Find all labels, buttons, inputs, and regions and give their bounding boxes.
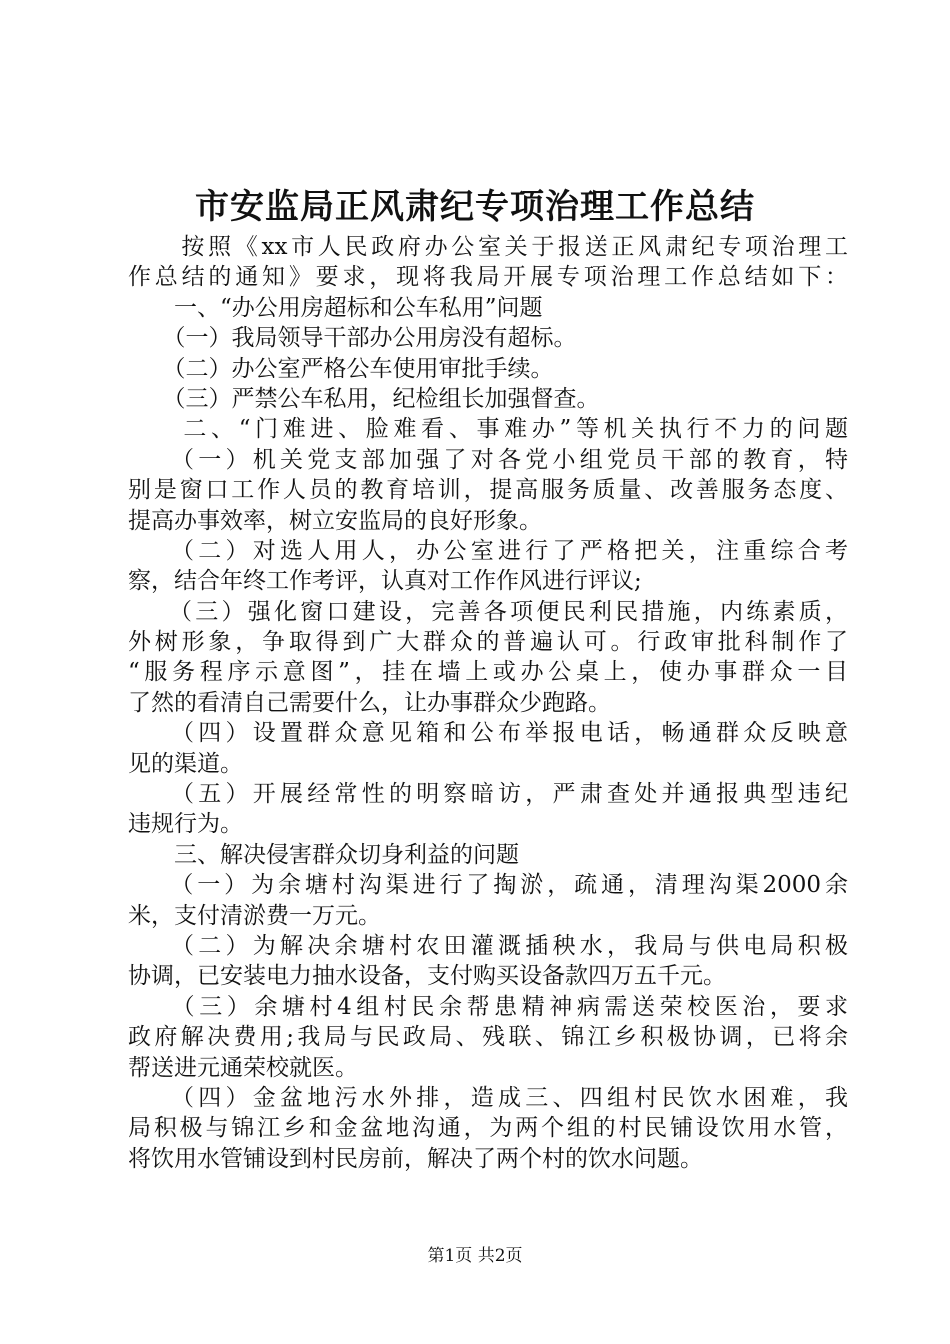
text-line: 米，支付清淤费一万元。 (128, 902, 381, 929)
text-line: （三）强化窗口建设，完善各项便民利民措施，内练素质， (128, 598, 848, 625)
text-line: 提高办事效率，树立安监局的良好形象。 (128, 507, 542, 534)
text-line: （一）机关党支部加强了对各党小组党员干部的教育，特 (128, 446, 848, 473)
text-line: （一）为余塘村沟渠进行了掏淤，疏通，清理沟渠2000余 (128, 872, 848, 899)
text-line: 按照《xx市人民政府办公室关于报送正风肃纪专项治理工 (128, 234, 848, 260)
text-line: “服务程序示意图”，挂在墙上或办公桌上，使办事群众一目 (128, 659, 848, 686)
text-line: （二）为解决余塘村农田灌溉插秧水，我局与供电局积极 (128, 932, 848, 959)
section-heading: 一、“办公用房超标和公车私用”问题 (128, 294, 543, 321)
document-title: 市安监局正风肃纪专项治理工作总结 (195, 187, 755, 227)
text-line: 见的渠道。 (128, 750, 243, 777)
text-line: （三）严禁公车私用，纪检组长加强督查。 (128, 385, 600, 412)
text-line: 将饮用水管铺设到村民房前，解决了两个村的饮水问题。 (128, 1145, 703, 1172)
text-line: （三）余塘村4组村民余帮患精神病需送荣校医治，要求 (128, 993, 848, 1020)
text-line: 局积极与锦江乡和金盆地沟通，为两个组的村民铺设饮用水管， (128, 1115, 848, 1142)
text-line: 了然的看清自己需要什么，让办事群众少跑路。 (128, 689, 611, 716)
page-number-footer: 第1页 共2页 (427, 1246, 523, 1266)
text-line: 协调，已安装电力抽水设备，支付购买设备款四万五千元。 (128, 963, 726, 990)
text-line: 作总结的通知》要求，现将我局开展专项治理工作总结如下： (128, 264, 848, 291)
text-line: （四）设置群众意见箱和公布举报电话，畅通群众反映意 (128, 720, 848, 747)
text-line: 帮送进元通荣校就医。 (128, 1054, 358, 1081)
text-line: 政府解决费用;我局与民政局、残联、锦江乡积极协调，已将余 (128, 1024, 848, 1051)
text-line: （一）我局领导干部办公用房没有超标。 (128, 325, 577, 352)
text-line: （五）开展经常性的明察暗访，严肃查处并通报典型违纪 (128, 781, 848, 808)
text-line: （四）金盆地污水外排，造成三、四组村民饮水困难，我 (128, 1084, 848, 1111)
text-line: （二）对选人用人，办公室进行了严格把关，注重综合考 (128, 537, 848, 564)
text-line: 外树形象，争取得到广大群众的普遍认可。行政审批科制作了 (128, 629, 848, 656)
text-line: （二）办公室严格公车使用审批手续。 (128, 355, 554, 382)
document-body (128, 232, 848, 1174)
section-heading: 二、“门难进、脸难看、事难办”等机关执行不力的问题 (128, 416, 848, 443)
section-heading: 三、解决侵害群众切身利益的问题 (128, 841, 519, 868)
text-line: 别是窗口工作人员的教育培训，提高服务质量、改善服务态度、 (128, 477, 848, 504)
text-line: 察，结合年终工作考评，认真对工作作风进行评议; (128, 568, 642, 595)
text-line: 违规行为。 (128, 811, 243, 838)
